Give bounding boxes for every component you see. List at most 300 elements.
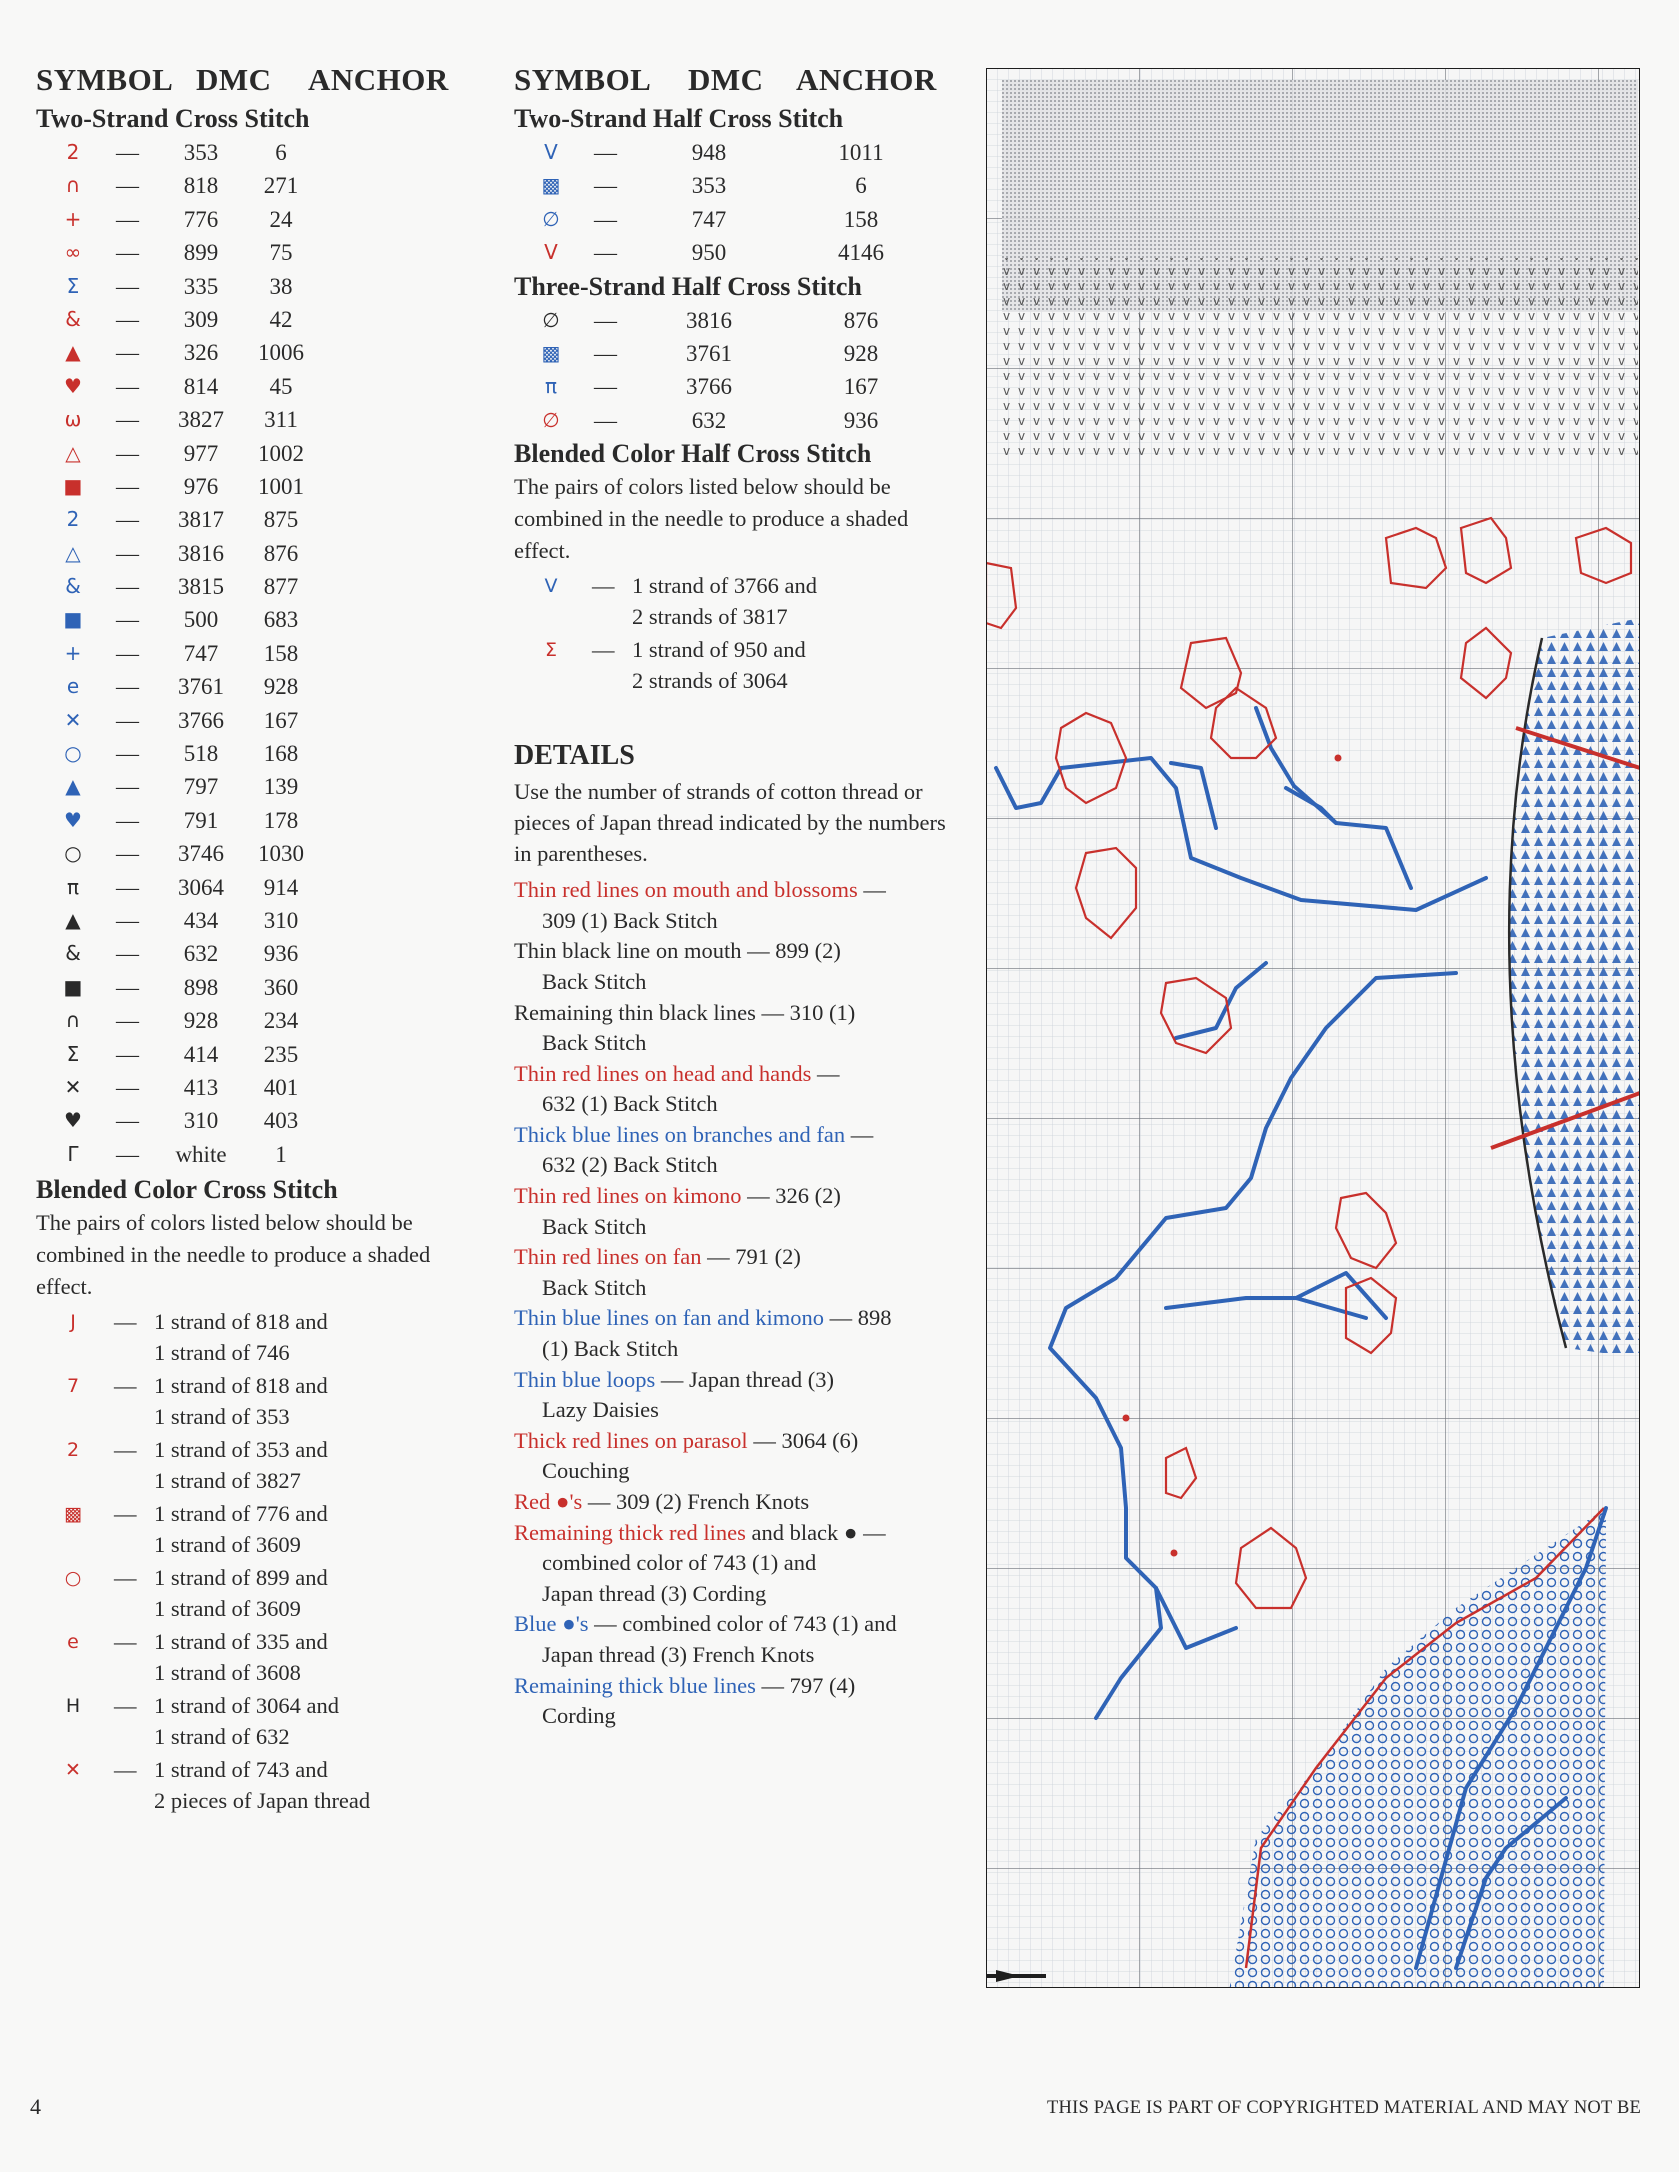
stitch-symbol: ∅ <box>542 307 560 332</box>
detail-continuation: Japan thread (3) Cording <box>542 1580 767 1606</box>
detail-item <box>514 1487 954 1518</box>
stitch-symbol: ▲ <box>65 907 81 932</box>
detail-item <box>514 998 954 1059</box>
page-number: 4 <box>30 2094 41 2119</box>
detail-continuation: Japan thread (3) French Knots <box>542 1641 815 1667</box>
blended-cross-stitch-intro: The pairs of colors listed below should be combined in the needle to produce a shaded effect. <box>36 1210 431 1300</box>
cross-stitch-key-list <box>36 136 466 1171</box>
key-row <box>36 1071 466 1104</box>
stitch-symbol: π <box>544 374 558 399</box>
key-dash: — <box>592 637 615 663</box>
blend-line-2: 1 strand of 3608 <box>154 1659 301 1685</box>
anchor-number: 6 <box>275 140 287 165</box>
blend-description <box>154 1755 466 1816</box>
stitch-symbol: Σ <box>544 639 557 662</box>
key-dash: — <box>116 941 139 967</box>
blended-row <box>36 1691 466 1752</box>
key-row <box>514 236 954 269</box>
dmc-number: 791 <box>183 807 219 833</box>
anchor-number: 24 <box>269 206 293 232</box>
detail-rest: — 3064 (6) <box>747 1427 859 1453</box>
detail-continuation: Back Stitch <box>542 1274 647 1300</box>
detail-lead: Thin red lines on kimono <box>514 1183 742 1209</box>
stitch-symbol: ○ <box>64 841 82 866</box>
blend-line-2: 2 pieces of Japan thread <box>154 1787 371 1813</box>
anchor-number: 158 <box>843 206 879 232</box>
dmc-number: 3761 <box>686 340 732 366</box>
blend-description <box>154 1499 466 1560</box>
detail-line <box>514 1181 954 1212</box>
stitch-symbol: & <box>65 306 81 331</box>
detail-lead: Thin red lines on head and hands <box>514 1060 812 1086</box>
stitch-symbol: e <box>67 1631 79 1654</box>
anchor-number: 360 <box>263 974 299 1000</box>
key-dash: — <box>594 340 617 366</box>
key-dash: — <box>594 407 617 433</box>
stitch-symbol: ∩ <box>65 1008 81 1033</box>
blend-description <box>154 1691 466 1752</box>
key-row <box>36 236 466 269</box>
blend-line-1: 1 strand of 818 and <box>154 1373 328 1399</box>
blend-line-2: 1 strand of 3827 <box>154 1467 301 1493</box>
detail-line <box>514 1120 954 1151</box>
stitch-symbol: ▩ <box>541 340 561 365</box>
dmc-number: 632 <box>691 407 727 433</box>
key-row <box>514 337 954 370</box>
anchor-number: 876 <box>263 540 299 566</box>
details-title: DETAILS <box>514 740 635 772</box>
blend-line-2: 1 strand of 353 <box>154 1403 290 1429</box>
anchor-number: 928 <box>263 674 299 700</box>
stitch-symbol: J <box>70 1311 76 1334</box>
key-dash: — <box>116 874 139 900</box>
key-dash: — <box>114 1501 137 1527</box>
symbol-col-header: SYMBOL <box>36 62 174 97</box>
dmc-number: 3815 <box>178 574 224 600</box>
stitch-symbol: Σ <box>66 1041 80 1066</box>
dmc-number: 898 <box>183 974 219 1000</box>
detail-continuation: Cording <box>542 1703 616 1729</box>
stitch-symbol: 2 <box>66 1439 80 1462</box>
dmc-number: 976 <box>183 473 219 499</box>
anchor-number: 168 <box>263 741 299 767</box>
key-dash: — <box>116 907 139 933</box>
blended-cross-stitch-title: Blended Color Cross Stitch <box>36 1175 338 1205</box>
blend-description <box>632 635 954 696</box>
dmc-number: 948 <box>691 140 727 165</box>
stitch-symbol: ♥ <box>64 1108 82 1133</box>
anchor-number: 38 <box>269 273 293 299</box>
middle-key-column <box>514 62 954 1732</box>
detail-rest: — combined color of 743 (1) and <box>588 1611 897 1637</box>
stitch-symbol: ∅ <box>542 407 560 432</box>
detail-line <box>514 1365 954 1396</box>
detail-lead: Thin red lines on fan <box>514 1244 702 1270</box>
key-row <box>36 336 466 369</box>
blend-line-2: 1 strand of 632 <box>154 1723 290 1749</box>
stitch-symbol: ▲ <box>65 340 81 365</box>
detail-continuation: Lazy Daisies <box>542 1397 659 1423</box>
dmc-number: 310 <box>183 1108 219 1134</box>
dmc-number: 632 <box>183 941 219 967</box>
key-row <box>36 804 466 837</box>
detail-line <box>514 936 954 967</box>
detail-line <box>514 1487 954 1518</box>
key-dash: — <box>116 574 139 600</box>
anchor-number: 42 <box>269 306 293 332</box>
blend-description <box>154 1563 466 1624</box>
dmc-number: 3766 <box>686 374 732 400</box>
dmc-number: 353 <box>183 140 219 165</box>
blended-row <box>36 1371 466 1432</box>
blend-line-1: 1 strand of 3766 and <box>632 573 817 599</box>
dmc-col-header: DMC <box>196 62 272 97</box>
detail-line <box>514 1303 954 1334</box>
stitch-symbol: Σ <box>66 273 80 298</box>
detail-line <box>514 875 954 906</box>
key-row <box>36 136 466 169</box>
detail-rest: — 326 (2) <box>741 1183 841 1209</box>
stitch-symbol: ○ <box>64 1567 82 1590</box>
stitch-symbol: 7 <box>66 1375 80 1398</box>
detail-lead: Blue ●'s <box>514 1611 589 1637</box>
key-row <box>36 937 466 970</box>
anchor-number: 1001 <box>258 473 304 499</box>
detail-item <box>514 1181 954 1242</box>
detail-lead: Thin black line on mouth — 899 (2) <box>514 938 841 964</box>
dmc-number: 776 <box>183 206 219 232</box>
key-row <box>36 837 466 870</box>
detail-item <box>514 1242 954 1303</box>
stitch-symbol: π <box>66 874 80 899</box>
dmc-number: 326 <box>183 340 219 366</box>
key-row <box>514 304 954 337</box>
stitch-symbol: & <box>65 941 81 966</box>
key-dash: — <box>116 173 139 199</box>
blended-row <box>514 571 954 632</box>
left-key-header <box>36 62 466 102</box>
key-row <box>36 670 466 703</box>
detail-rest: — <box>845 1121 874 1147</box>
stitch-symbol: ✕ <box>64 707 82 732</box>
stitch-symbol: ω <box>64 407 82 432</box>
stitch-symbol: ✕ <box>64 1074 82 1099</box>
key-row <box>36 203 466 236</box>
mid-key-header <box>514 62 954 102</box>
dmc-number: 747 <box>183 640 219 666</box>
blended-half-cross-intro: The pairs of colors listed below should be combined in the needle to produce a shaded effect. <box>514 474 909 564</box>
stitch-symbol: V <box>544 575 558 598</box>
stitch-symbol: ∞ <box>64 240 82 265</box>
key-dash: — <box>114 1309 137 1335</box>
key-row <box>36 303 466 336</box>
detail-item <box>514 1303 954 1364</box>
anchor-col-header: ANCHOR <box>796 62 937 97</box>
key-row <box>36 704 466 737</box>
key-dash: — <box>116 841 139 867</box>
detail-lead: Remaining thick blue lines <box>514 1672 756 1698</box>
anchor-number: 310 <box>263 907 299 933</box>
key-dash: — <box>594 240 617 266</box>
key-row <box>36 770 466 803</box>
key-dash: — <box>116 674 139 700</box>
details-list <box>514 875 954 1732</box>
key-row <box>36 1004 466 1037</box>
detail-rest: — 791 (2) <box>701 1244 801 1270</box>
key-row <box>514 169 954 202</box>
detail-line <box>514 998 954 1029</box>
dmc-number: 309 <box>183 306 219 332</box>
stitch-symbol: & <box>65 574 81 599</box>
key-dash: — <box>116 707 139 733</box>
key-row <box>36 169 466 202</box>
copyright-notice: THIS PAGE IS PART OF COPYRIGHTED MATERIAL AND MAY NOT BE <box>1047 2098 1641 2118</box>
stitch-symbol: ■ <box>63 473 83 498</box>
key-row <box>36 503 466 536</box>
blended-row <box>514 635 954 696</box>
dmc-number: 797 <box>183 774 219 800</box>
anchor-number: 1 <box>275 1141 287 1167</box>
detail-rest: — 797 (4) <box>755 1672 856 1698</box>
dmc-number: 3816 <box>686 307 732 333</box>
dmc-number: 3816 <box>178 540 224 566</box>
blend-line-1: 1 strand of 353 and <box>154 1437 328 1463</box>
stitch-symbol: H <box>65 1695 81 1718</box>
dmc-number: 3064 <box>178 874 224 900</box>
anchor-number: 936 <box>843 407 879 433</box>
detail-line <box>514 1242 954 1273</box>
key-dash: — <box>594 206 617 232</box>
detail-item <box>514 1059 954 1120</box>
blended-row <box>36 1627 466 1688</box>
detail-rest: — <box>857 877 886 903</box>
key-row <box>36 637 466 670</box>
detail-line <box>514 1426 954 1457</box>
blend-line-1: 1 strand of 743 and <box>154 1757 328 1783</box>
anchor-col-header: ANCHOR <box>308 62 449 97</box>
dmc-number: 518 <box>183 741 219 767</box>
detail-rest: and black ● — <box>745 1519 886 1545</box>
detail-item <box>514 1671 954 1732</box>
detail-rest: — 309 (2) French Knots <box>582 1489 810 1514</box>
key-row <box>36 1104 466 1137</box>
detail-rest: — <box>811 1060 840 1086</box>
key-dash: — <box>114 1757 137 1783</box>
stitch-symbol: ■ <box>63 607 83 632</box>
key-row <box>36 270 466 303</box>
sky-half-cross-area <box>1002 258 1638 458</box>
key-dash: — <box>116 774 139 800</box>
blend-line-1: 1 strand of 3064 and <box>154 1693 339 1719</box>
dmc-number: 3766 <box>178 707 224 733</box>
key-row <box>36 537 466 570</box>
key-dash: — <box>116 741 139 767</box>
key-row <box>36 437 466 470</box>
anchor-number: 1002 <box>258 440 304 466</box>
key-dash: — <box>116 507 139 533</box>
anchor-number: 877 <box>263 574 299 600</box>
dmc-number: 335 <box>183 273 219 299</box>
anchor-number: 1006 <box>258 340 304 366</box>
detail-continuation: 632 (2) Back Stitch <box>542 1152 718 1178</box>
blend-description <box>632 571 954 632</box>
blended-half-cross-list <box>514 571 954 696</box>
blend-description <box>154 1371 466 1432</box>
dmc-number: 747 <box>691 206 727 232</box>
detail-lead: Thick blue lines on branches and fan <box>514 1121 846 1147</box>
detail-lead: Red ●'s <box>514 1489 583 1514</box>
key-dash: — <box>116 240 139 266</box>
two-strand-half-cross-title: Two-Strand Half Cross Stitch <box>514 104 844 133</box>
blend-line-1: 1 strand of 950 and <box>632 637 806 663</box>
detail-continuation: combined color of 743 (1) and <box>542 1550 817 1576</box>
dmc-number: 814 <box>183 373 219 399</box>
key-dash: — <box>116 373 139 399</box>
three-strand-half-cross-title: Three-Strand Half Cross Stitch <box>514 271 862 301</box>
detail-lead: Thin blue loops <box>514 1366 656 1392</box>
detail-lead: Thin red lines on mouth and blossoms <box>514 877 858 903</box>
key-dash: — <box>116 206 139 232</box>
key-row <box>36 570 466 603</box>
key-dash: — <box>594 140 617 165</box>
stitch-symbol: 2 <box>66 507 80 532</box>
key-row <box>36 904 466 937</box>
anchor-number: 45 <box>269 373 293 399</box>
blend-line-2: 2 strands of 3064 <box>632 667 788 693</box>
stitch-symbol: e <box>66 674 80 699</box>
stitch-symbol: ∅ <box>542 206 560 231</box>
dmc-number: 434 <box>183 907 219 933</box>
key-dash: — <box>114 1437 137 1463</box>
stitch-symbol: Γ <box>67 1141 79 1166</box>
anchor-number: 311 <box>264 407 298 433</box>
detail-item <box>514 1365 954 1426</box>
key-dash: — <box>116 540 139 566</box>
anchor-number: 178 <box>263 807 299 833</box>
stitch-symbol: ▲ <box>65 774 81 799</box>
detail-item <box>514 1518 954 1579</box>
key-row <box>36 603 466 636</box>
blended-cross-stitch-list <box>36 1307 466 1816</box>
stitch-symbol: △ <box>65 440 81 465</box>
detail-rest: — Japan thread (3) <box>655 1366 834 1392</box>
key-row <box>36 971 466 1004</box>
stitch-symbol: ♥ <box>64 807 82 832</box>
anchor-number: 4146 <box>838 240 884 266</box>
anchor-number: 683 <box>263 607 299 633</box>
blend-line-2: 2 strands of 3817 <box>632 603 788 629</box>
blended-row <box>36 1563 466 1624</box>
key-dash: — <box>114 1693 137 1719</box>
key-dash: — <box>116 273 139 299</box>
dmc-number: 3746 <box>178 841 224 867</box>
dmc-number: 500 <box>183 607 219 633</box>
anchor-number: 914 <box>263 874 299 900</box>
blend-line-2: 1 strand of 3609 <box>154 1531 301 1557</box>
key-dash: — <box>592 573 615 599</box>
three-strand-key-list <box>514 304 954 438</box>
key-dash: — <box>116 974 139 1000</box>
detail-continuation: Back Stitch <box>542 1213 647 1239</box>
anchor-number: 403 <box>263 1108 299 1134</box>
dmc-number: 353 <box>691 173 727 199</box>
key-dash: — <box>116 140 139 165</box>
blend-description <box>154 1307 466 1368</box>
dmc-col-header: DMC <box>688 62 764 97</box>
blended-row <box>36 1499 466 1560</box>
blend-line-1: 1 strand of 335 and <box>154 1629 328 1655</box>
two-strand-cross-stitch-title: Two-Strand Cross Stitch <box>36 104 310 133</box>
blended-row <box>36 1435 466 1496</box>
key-dash: — <box>116 407 139 433</box>
anchor-number: 928 <box>843 340 879 366</box>
anchor-number: 75 <box>269 240 293 266</box>
detail-item <box>514 1579 954 1610</box>
key-dash: — <box>116 340 139 366</box>
stitch-symbol: ♥ <box>64 373 82 398</box>
details-intro: Use the number of strands of cotton thread or pieces of Japan thread indicated by the numbers in parentheses. <box>514 779 946 867</box>
blend-line-2: 1 strand of 746 <box>154 1339 290 1365</box>
stitch-symbol: ○ <box>64 741 82 766</box>
key-dash: — <box>114 1629 137 1655</box>
detail-lead: Thin blue lines on fan and kimono <box>514 1305 824 1331</box>
detail-continuation: (1) Back Stitch <box>542 1336 679 1362</box>
dmc-number: 3761 <box>178 674 224 700</box>
detail-continuation: Back Stitch <box>542 1030 647 1056</box>
dmc-number: 977 <box>183 440 219 466</box>
key-row <box>514 136 954 169</box>
key-dash: — <box>114 1373 137 1399</box>
dmc-number: 928 <box>183 1008 219 1034</box>
stitch-symbol: V <box>544 240 558 265</box>
dmc-number: 413 <box>183 1074 219 1100</box>
anchor-number: 875 <box>263 507 299 533</box>
anchor-number: 167 <box>263 707 299 733</box>
anchor-number: 876 <box>843 307 879 333</box>
key-row <box>36 1038 466 1071</box>
dmc-number: 899 <box>183 240 219 266</box>
blend-line-1: 1 strand of 776 and <box>154 1501 328 1527</box>
blend-line-1: 1 strand of 899 and <box>154 1565 328 1591</box>
anchor-number: 167 <box>843 374 879 400</box>
key-dash: — <box>594 307 617 333</box>
stitch-symbol: ■ <box>63 974 83 999</box>
anchor-number: 401 <box>263 1074 299 1100</box>
half-cross-key-list <box>514 136 954 270</box>
key-dash: — <box>116 1141 139 1167</box>
anchor-number: 1011 <box>838 140 884 165</box>
key-row <box>36 737 466 770</box>
stitch-symbol: + <box>64 640 82 665</box>
detail-lead: Thick red lines on parasol <box>514 1427 748 1453</box>
anchor-number: 234 <box>263 1008 299 1034</box>
anchor-number: 139 <box>263 774 299 800</box>
detail-item <box>514 1426 954 1487</box>
blend-line-1: 1 strand of 818 and <box>154 1309 328 1335</box>
key-dash: — <box>116 607 139 633</box>
dmc-number: white <box>175 1141 227 1167</box>
detail-item <box>514 1120 954 1181</box>
detail-item <box>514 936 954 997</box>
detail-item <box>514 875 954 936</box>
key-dash: — <box>116 1041 139 1067</box>
stitch-symbol: 2 <box>66 140 80 164</box>
stitch-symbol: ∩ <box>65 173 81 198</box>
key-dash: — <box>116 440 139 466</box>
blended-row <box>36 1307 466 1368</box>
dmc-number: 414 <box>183 1041 219 1067</box>
symbol-col-header: SYMBOL <box>514 62 652 97</box>
